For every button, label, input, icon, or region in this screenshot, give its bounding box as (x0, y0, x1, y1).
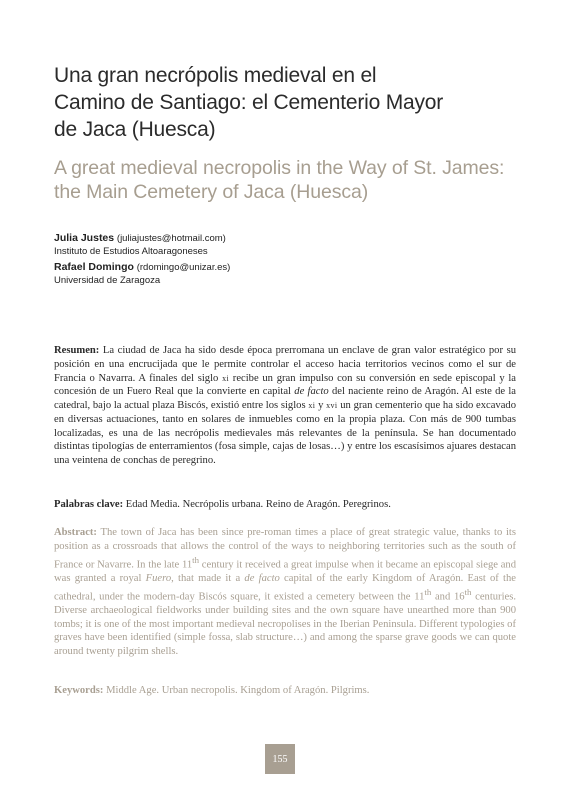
century-numeral: xi (308, 401, 316, 410)
abstract-english (54, 526, 516, 659)
abstract-text: The town of Jaca has been since pre-roman times a place of great strategic value, thanks to its position as a crossroads that allows the control of the ways to neighboring territories such as the south of France or Navarre. In the late 11 (54, 527, 516, 571)
abstract-spanish (54, 344, 516, 468)
title-english-line: the Main Cemetery of Jaca (Huesca) (54, 181, 369, 203)
abstract-text: centuries. Diverse archaeological fieldworks under building sites and the own square have unearthed more than 900 tombs; it is one of the most important medieval necropolises in the Iberian Peninsula. Different typologies of graves have been identified (simple fossa, slab structure…) and among the sparse grave goods we can quote around twenty pilgrim shells. (54, 591, 516, 658)
title-spanish-line: Una gran necrópolis medieval en el (54, 64, 377, 87)
abstract-text: del naciente reino de Aragón. Al este de la catedral, bajo la actual plaza Biscós, existió entre los siglos (54, 386, 516, 411)
abstract-italic: Fuero (145, 572, 172, 584)
abstract-english-label: Abstract: (54, 527, 97, 538)
abstract-italic: de facto (294, 386, 329, 398)
keywords-text: Middle Age. Urban necropolis. Kingdom of Aragón. Pilgrims. (103, 685, 370, 696)
keywords-english-label: Keywords: (54, 685, 104, 696)
author-institution: Instituto de Estudios Altoaragoneses (54, 246, 208, 257)
abstract-text: La ciudad de Jaca ha sido desde época prerromana un enclave de gran valor estratégico por su posición en una encrucijada que le permite controlar el acceso hacia territorios vecinos como el sur de Francia o Navarra. A finales del siglo (54, 345, 516, 384)
abstract-italic: de facto (244, 572, 280, 584)
author-name: Rafael Domingo (54, 261, 134, 273)
ordinal-suffix: th (192, 554, 200, 565)
abstract-text: and 16 (431, 591, 465, 603)
author-entry (54, 232, 454, 258)
century-numeral: xi (222, 373, 230, 383)
keywords-spanish (54, 498, 516, 512)
abstract-text: recibe un gran impulso con su conversión en sede episcopal y la concesión de un Fuero Real que la convierte en capital (54, 372, 517, 398)
author-email: (rdomingo@unizar.es) (136, 262, 231, 273)
abstract-spanish-label: Resumen: (54, 345, 100, 356)
title-spanish-line: Camino de Santiago: el Cementerio Mayor (54, 91, 444, 114)
keywords-text: Edad Media. Necrópolis urbana. Reino de Aragón. Peregrinos. (123, 499, 391, 510)
keywords-english (54, 684, 516, 698)
author-entry (54, 261, 454, 287)
ordinal-suffix: th (424, 586, 432, 597)
author-institution: Universidad de Zaragoza (54, 275, 161, 286)
author-name: Julia Justes (54, 232, 115, 244)
title-spanish-line: de Jaca (Huesca) (54, 118, 216, 141)
abstract-text: capital of the early Kingdom of Aragón. East of the cathedral, under the modern-day Biscós square, it existed a cemetery between the 11 (54, 572, 516, 603)
keywords-spanish-label: Palabras clave: (54, 499, 124, 510)
title-spanish (54, 62, 474, 143)
abstract-text: y (315, 400, 327, 411)
title-english-line: A great medieval necropolis in the Way of St. James: (54, 157, 505, 179)
page-number: 155 (265, 744, 295, 774)
century-numeral: xvi (326, 401, 338, 410)
author-email: (juliajustes@hotmail.com) (116, 233, 226, 244)
ordinal-suffix: th (464, 586, 472, 597)
author-block (54, 232, 454, 290)
abstract-text: century it received a great impulse when it became an episcopal siege and was granted a royal (54, 559, 516, 584)
title-english (54, 156, 534, 204)
abstract-text: un gran cementerio que ha sido excavado en diversas actuaciones, tanto en solares de inmuebles como en la propia plaza. Con más de 900 tumbas localizadas, es una de las necrópolis medievales más relevantes de la península. Se han documentado distintas tipologías de enterramientos (fosa simple, cajas de losas…) y entre los escasísimos ajuares destacan una veintena de conchas de peregrino. (54, 400, 517, 466)
abstract-text: , that made it a (171, 572, 245, 584)
